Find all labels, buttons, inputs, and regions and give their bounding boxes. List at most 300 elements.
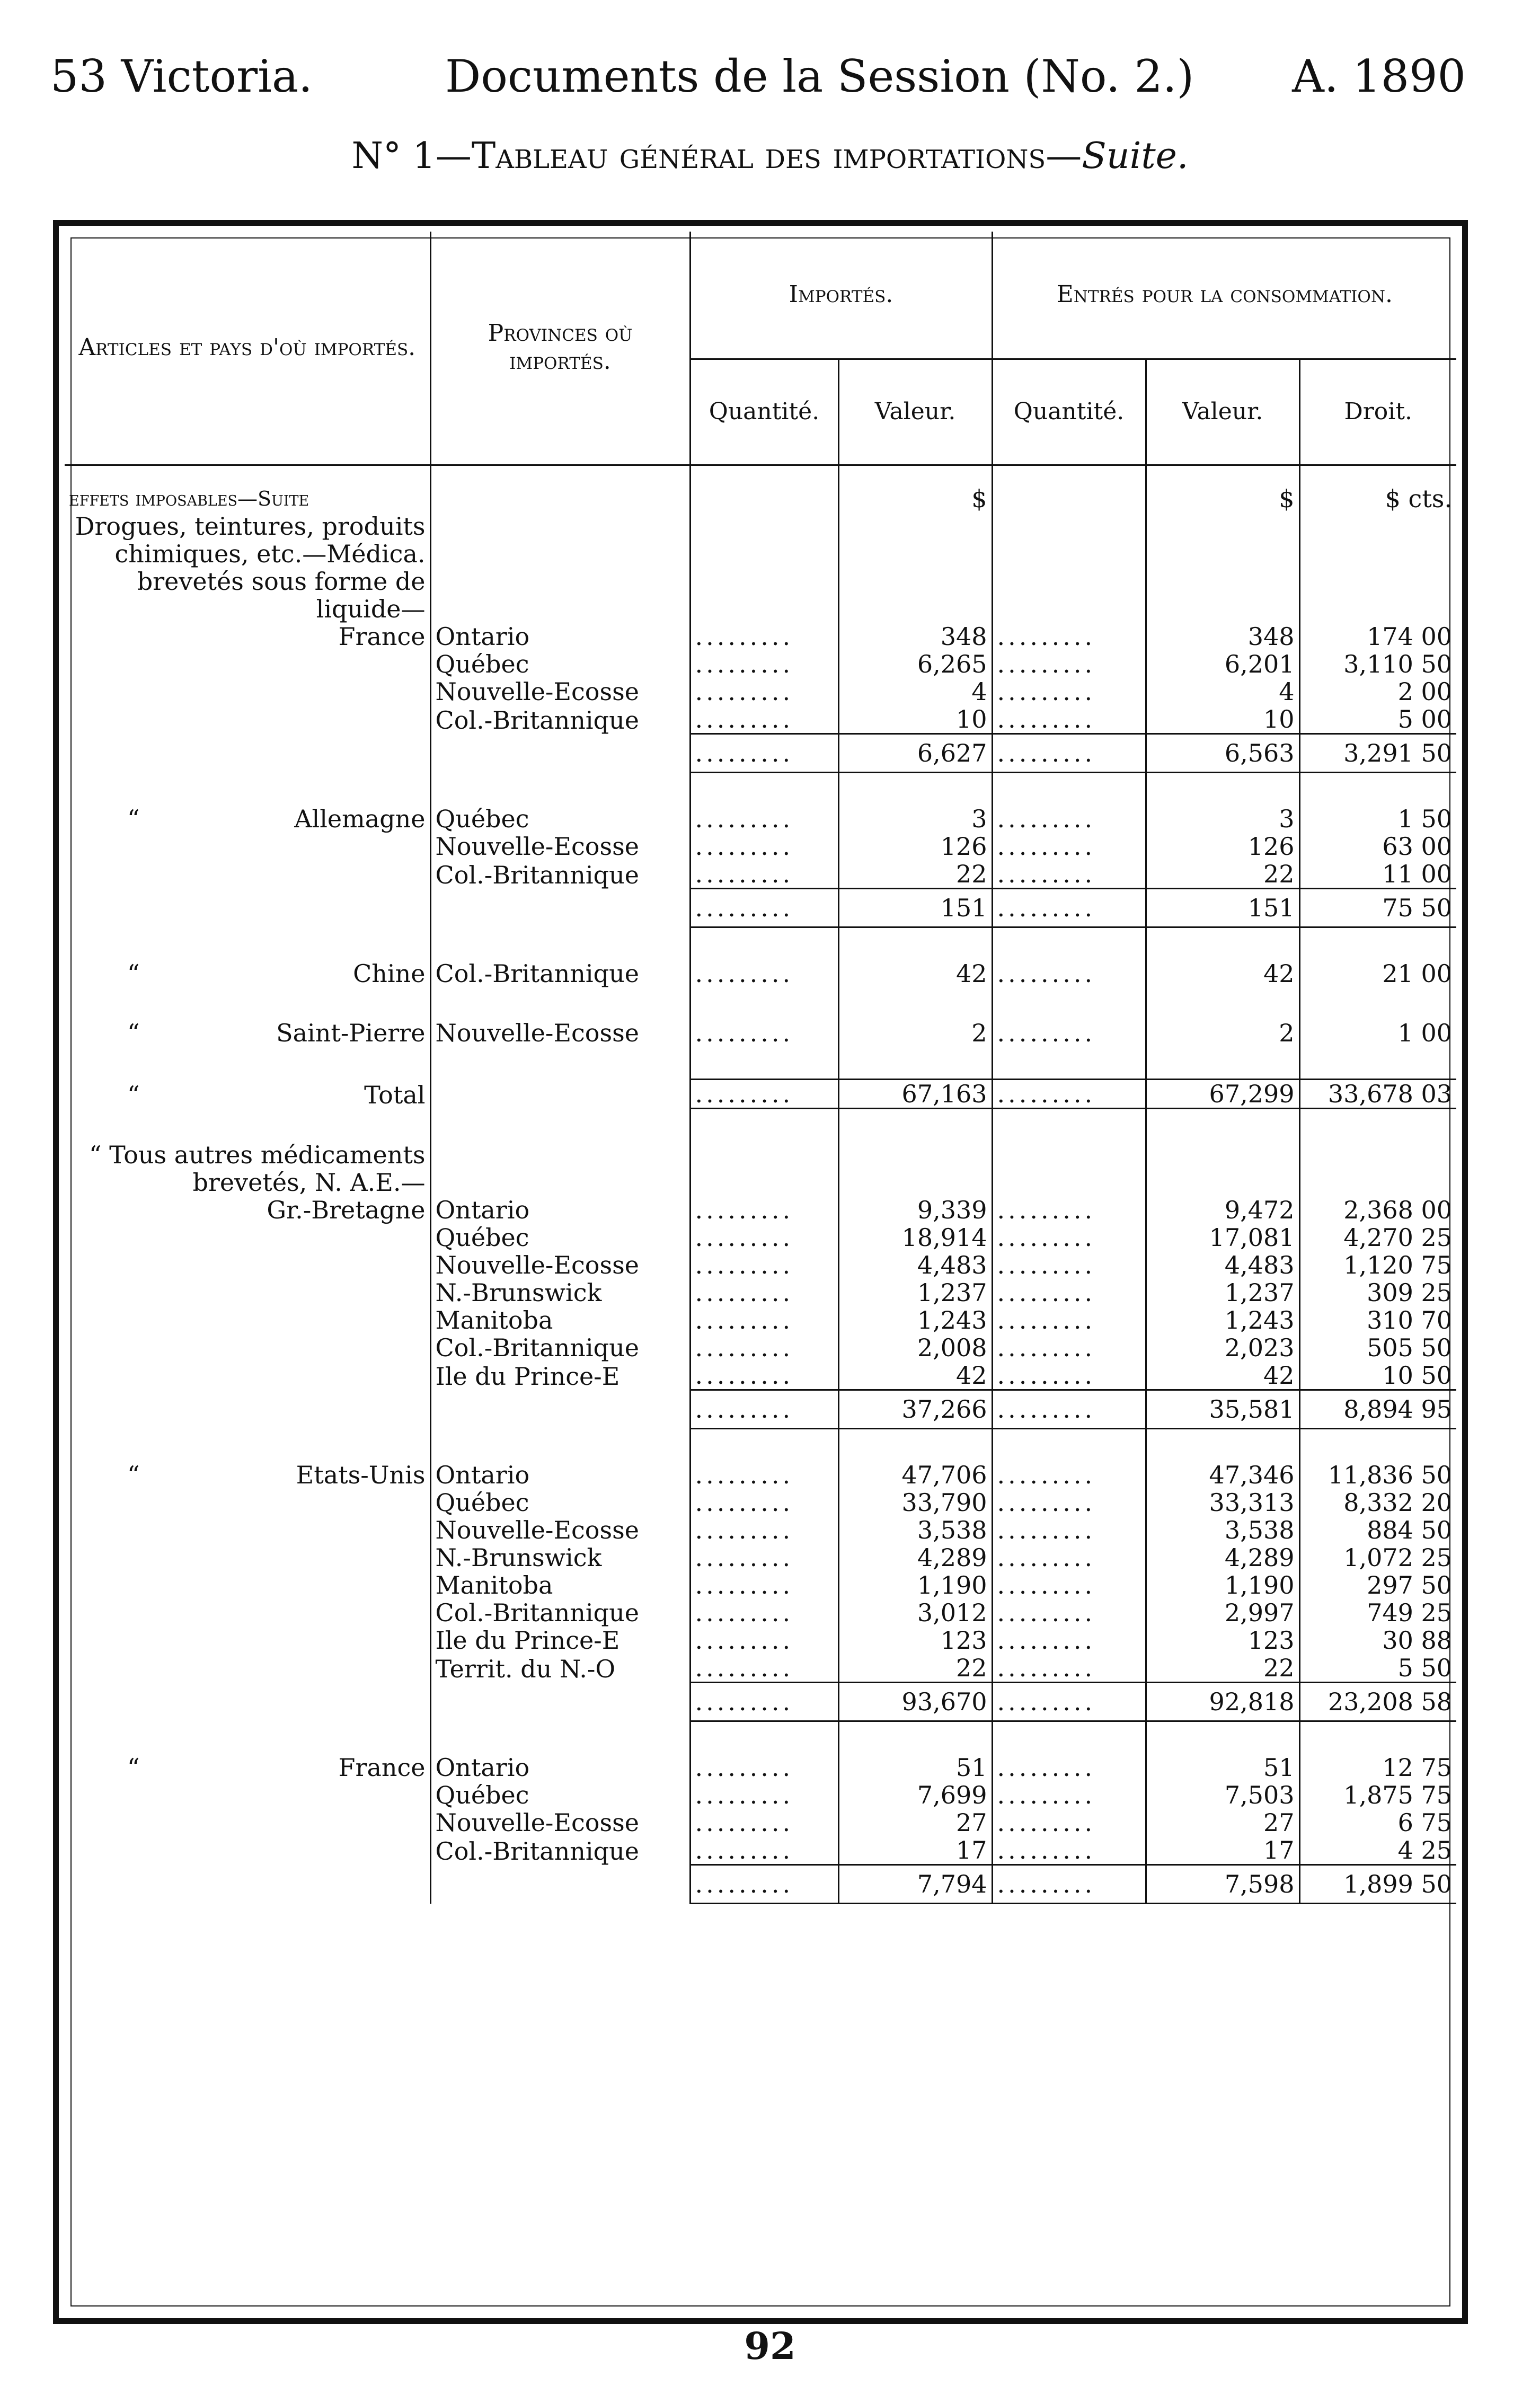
- empty-cell: [65, 734, 430, 773]
- leader: .........: [690, 1251, 838, 1279]
- table-row: [65, 1627, 1456, 1654]
- leader: .........: [992, 1390, 1146, 1429]
- spacer-cell: [838, 1047, 992, 1080]
- leader: .........: [690, 1654, 838, 1683]
- spacer-row: [65, 773, 1456, 806]
- country-empty: [65, 678, 430, 705]
- country-empty: [65, 1489, 430, 1516]
- valeur-value: 1,237: [838, 1279, 992, 1306]
- valeur2-value: 10: [1146, 705, 1299, 734]
- table-row: [65, 623, 1456, 650]
- droit-value: 11 00: [1299, 860, 1456, 889]
- province-name: Québec: [430, 805, 690, 833]
- province-name: Manitoba: [430, 1306, 690, 1334]
- country-empty: [65, 1251, 430, 1279]
- spacer-cell: [65, 1429, 430, 1462]
- leader: .........: [992, 1080, 1146, 1109]
- valeur2-value: 17,081: [1146, 1224, 1299, 1251]
- subtotal-valeur: 93,670: [838, 1683, 992, 1721]
- article-label: “ Tous autres médicaments brevetés, N. A.E.—: [88, 1141, 426, 1196]
- droit-value: 884 50: [1299, 1516, 1456, 1544]
- country-empty: [65, 1279, 430, 1306]
- droit-value: 310 70: [1299, 1306, 1456, 1334]
- leader: .........: [992, 1306, 1146, 1334]
- spacer-row: [65, 1109, 1456, 1142]
- subtotal-droit: 3,291 50: [1299, 734, 1456, 773]
- empty-cell: [430, 1390, 690, 1429]
- title-main: Tableau général des importations—: [471, 135, 1082, 177]
- country-label: France: [338, 623, 426, 650]
- valeur-value: 42: [838, 1362, 992, 1390]
- valeur2-value: 7,503: [1146, 1781, 1299, 1809]
- subtotal-row: [65, 1390, 1456, 1429]
- country-empty: [65, 1362, 430, 1390]
- leader: .........: [992, 1627, 1146, 1654]
- spacer-cell: [1146, 987, 1299, 1019]
- country-empty: [65, 1334, 430, 1362]
- spacer-cell: [838, 927, 992, 960]
- leader: .........: [690, 860, 838, 889]
- leader: .........: [992, 889, 1146, 927]
- valeur2-value: 27: [1146, 1809, 1299, 1836]
- unit-valeur: $: [838, 465, 992, 512]
- province-name: Col.-Britannique: [430, 705, 690, 734]
- droit-value: 33,678 03: [1299, 1080, 1456, 1109]
- col-quantite: Quantité.: [690, 359, 838, 465]
- title-suffix: Suite.: [1082, 135, 1189, 177]
- table-row: [65, 833, 1456, 860]
- droit-value: 309 25: [1299, 1279, 1456, 1306]
- spacer-cell: [690, 927, 838, 960]
- leader: .........: [690, 1279, 838, 1306]
- country-name: France: [338, 1754, 426, 1781]
- subtotal-row: [65, 1683, 1456, 1721]
- leader: .........: [690, 805, 838, 833]
- page-number: 92: [744, 2324, 796, 2368]
- province-name: Québec: [430, 1781, 690, 1809]
- leader: .........: [992, 705, 1146, 734]
- col-quantite2: Quantité.: [992, 359, 1146, 465]
- unit-droit: $ cts.: [1299, 465, 1456, 512]
- leader: .........: [992, 1362, 1146, 1390]
- spacer-cell: [992, 1429, 1146, 1462]
- valeur2-value: 42: [1146, 1362, 1299, 1390]
- leader: .........: [690, 1599, 838, 1627]
- table-row: [65, 1754, 1456, 1781]
- valeur-value: 3,538: [838, 1516, 992, 1544]
- spacer-row: [65, 927, 1456, 960]
- table-row: [65, 1781, 1456, 1809]
- droit-value: 10 50: [1299, 1362, 1456, 1390]
- empty-cell: [65, 1683, 430, 1721]
- valeur-value: 10: [838, 705, 992, 734]
- empty-cell: [65, 1390, 430, 1429]
- leader: .........: [690, 1080, 838, 1109]
- empty-cell: [65, 1865, 430, 1904]
- valeur-value: 2,008: [838, 1334, 992, 1362]
- leader: .........: [992, 833, 1146, 860]
- droit-value: 1,072 25: [1299, 1544, 1456, 1571]
- empty-cell: [690, 512, 838, 623]
- country-empty: [65, 1654, 430, 1683]
- country-empty: [65, 1836, 430, 1865]
- table-row: [65, 1251, 1456, 1279]
- province-name: Ontario: [430, 1461, 690, 1489]
- country-empty: [65, 1809, 430, 1836]
- table-row: [65, 1080, 1456, 1109]
- valeur2-value: 4: [1146, 678, 1299, 705]
- subtotal-valeur2: 7,598: [1146, 1865, 1299, 1904]
- country-empty: [65, 1627, 430, 1654]
- country-label: [65, 1754, 430, 1781]
- valeur-value: 7,699: [838, 1781, 992, 1809]
- province-name: Nouvelle-Ecosse: [430, 1251, 690, 1279]
- leader: .........: [690, 1461, 838, 1489]
- valeur-value: 1,190: [838, 1571, 992, 1599]
- empty-cell: [992, 1141, 1146, 1196]
- province-name: [430, 1080, 690, 1109]
- spacer-cell: [1299, 1429, 1456, 1462]
- spacer-row: [65, 1047, 1456, 1080]
- spacer-row: [65, 987, 1456, 1019]
- droit-value: 2,368 00: [1299, 1196, 1456, 1224]
- table-row: [65, 1306, 1456, 1334]
- leader: .........: [992, 1224, 1146, 1251]
- table-row: [65, 1489, 1456, 1516]
- subtotal-valeur2: 92,818: [1146, 1683, 1299, 1721]
- spacer-cell: [1146, 1047, 1299, 1080]
- province-name: Nouvelle-Ecosse: [430, 1019, 690, 1047]
- header-session: 53 Victoria.: [50, 50, 313, 102]
- valeur-value: 126: [838, 833, 992, 860]
- table-row: [65, 1224, 1456, 1251]
- droit-value: 6 75: [1299, 1809, 1456, 1836]
- valeur2-value: 9,472: [1146, 1196, 1299, 1224]
- leader: .........: [690, 1627, 838, 1654]
- country-name: Chine: [353, 960, 426, 987]
- leader: .........: [992, 1683, 1146, 1721]
- spacer-cell: [1299, 927, 1456, 960]
- table-row: [65, 860, 1456, 889]
- province-name: Québec: [430, 1489, 690, 1516]
- leader: .........: [992, 960, 1146, 987]
- leader: .........: [690, 734, 838, 773]
- country-label: [65, 1080, 430, 1109]
- leader: .........: [690, 1489, 838, 1516]
- leader: .........: [690, 1836, 838, 1865]
- country-empty: [65, 1224, 430, 1251]
- valeur2-value: 33,313: [1146, 1489, 1299, 1516]
- spacer-cell: [430, 1109, 690, 1142]
- ditto-mark: “: [127, 1754, 140, 1781]
- subtotal-droit: 8,894 95: [1299, 1390, 1456, 1429]
- province-name: Nouvelle-Ecosse: [430, 678, 690, 705]
- leader: .........: [690, 1809, 838, 1836]
- empty-cell: [1299, 1141, 1456, 1196]
- spacer-cell: [1146, 927, 1299, 960]
- subtotal-droit: 23,208 58: [1299, 1683, 1456, 1721]
- spacer-cell: [1146, 1429, 1299, 1462]
- leader: .........: [992, 1461, 1146, 1489]
- subtotal-valeur2: 151: [1146, 889, 1299, 927]
- leader: .........: [992, 650, 1146, 678]
- empty-cell: [690, 1141, 838, 1196]
- table-row: [65, 1654, 1456, 1683]
- table-row: [65, 1809, 1456, 1836]
- droit-value: 1 50: [1299, 805, 1456, 833]
- article-label: Drogues, teintures, produits chimiques, etc.—Médica. brevetés sous forme de liquide—: [75, 512, 426, 623]
- empty-cell: [838, 1141, 992, 1196]
- province-name: Col.-Britannique: [430, 1334, 690, 1362]
- droit-value: 5 50: [1299, 1654, 1456, 1683]
- spacer-cell: [65, 927, 430, 960]
- country-empty: [65, 1544, 430, 1571]
- leader: .........: [690, 1196, 838, 1224]
- leader: .........: [992, 1279, 1146, 1306]
- country-empty: [65, 1599, 430, 1627]
- spacer-cell: [430, 1047, 690, 1080]
- leader: .........: [690, 1019, 838, 1047]
- country-empty: [65, 833, 430, 860]
- leader: .........: [690, 705, 838, 734]
- droit-value: 5 00: [1299, 705, 1456, 734]
- country-label: [65, 1019, 430, 1047]
- droit-value: 4,270 25: [1299, 1224, 1456, 1251]
- table-row: [65, 1516, 1456, 1544]
- spacer-cell: [430, 1721, 690, 1754]
- droit-value: 12 75: [1299, 1754, 1456, 1781]
- spacer-row: [65, 1721, 1456, 1754]
- droit-value: 21 00: [1299, 960, 1456, 987]
- droit-value: 505 50: [1299, 1334, 1456, 1362]
- country-name: Etats-Unis: [296, 1461, 426, 1489]
- col-importes: Importés.: [690, 232, 992, 359]
- valeur-value: 4: [838, 678, 992, 705]
- page-title: [0, 135, 1540, 177]
- valeur-value: 348: [838, 623, 992, 650]
- province-name: Québec: [430, 1224, 690, 1251]
- spacer-cell: [65, 773, 430, 806]
- province-name: Québec: [430, 650, 690, 678]
- country-empty: [65, 1571, 430, 1599]
- table-row: [65, 1279, 1456, 1306]
- leader: .........: [992, 1544, 1146, 1571]
- country-empty: [65, 1516, 430, 1544]
- subtotal-valeur: 151: [838, 889, 992, 927]
- valeur2-value: 1,237: [1146, 1279, 1299, 1306]
- table-row: [65, 1019, 1456, 1047]
- spacer-cell: [690, 1721, 838, 1754]
- valeur-value: 3: [838, 805, 992, 833]
- valeur-value: 22: [838, 860, 992, 889]
- country-label: [65, 960, 430, 987]
- leader: .........: [690, 1754, 838, 1781]
- col-droit: Droit.: [1299, 359, 1456, 465]
- spacer-cell: [838, 987, 992, 1019]
- leader: .........: [992, 1571, 1146, 1599]
- leader: .........: [690, 1516, 838, 1544]
- leader: .........: [992, 1836, 1146, 1865]
- table-row: [65, 650, 1456, 678]
- valeur2-value: 3: [1146, 805, 1299, 833]
- valeur2-value: 22: [1146, 1654, 1299, 1683]
- spacer-cell: [1299, 1109, 1456, 1142]
- leader: .........: [992, 1251, 1146, 1279]
- empty-cell: [992, 512, 1146, 623]
- empty-cell: [65, 889, 430, 927]
- leader: .........: [992, 1654, 1146, 1683]
- subtotal-row: [65, 1865, 1456, 1904]
- empty-cell: [838, 512, 992, 623]
- country-empty: [65, 1781, 430, 1809]
- spacer-cell: [690, 1109, 838, 1142]
- spacer-cell: [992, 1109, 1146, 1142]
- subtotal-row: [65, 734, 1456, 773]
- valeur2-value: 3,538: [1146, 1516, 1299, 1544]
- empty-cell: [430, 1865, 690, 1904]
- leader: .........: [992, 678, 1146, 705]
- valeur2-value: 126: [1146, 833, 1299, 860]
- valeur2-value: 348: [1146, 623, 1299, 650]
- leader: .........: [690, 650, 838, 678]
- table-row: [65, 1571, 1456, 1599]
- col-entres: Entrés pour la consommation.: [992, 232, 1456, 359]
- droit-value: 8,332 20: [1299, 1489, 1456, 1516]
- subtotal-valeur: 37,266: [838, 1390, 992, 1429]
- droit-value: 749 25: [1299, 1599, 1456, 1627]
- subtotal-valeur2: 35,581: [1146, 1390, 1299, 1429]
- valeur2-value: 2,023: [1146, 1334, 1299, 1362]
- valeur2-value: 42: [1146, 960, 1299, 987]
- spacer-cell: [690, 773, 838, 806]
- province-name: Ile du Prince-E: [430, 1362, 690, 1390]
- leader: .........: [690, 1306, 838, 1334]
- empty-cell: [430, 1141, 690, 1196]
- spacer-cell: [838, 1429, 992, 1462]
- article-row: [65, 512, 1456, 623]
- spacer-cell: [992, 987, 1146, 1019]
- country-label: Gr.-Bretagne: [267, 1196, 426, 1224]
- spacer-cell: [838, 773, 992, 806]
- spacer-cell: [1299, 1047, 1456, 1080]
- table-row: [65, 1362, 1456, 1390]
- valeur2-value: 2,997: [1146, 1599, 1299, 1627]
- valeur-value: 33,790: [838, 1489, 992, 1516]
- spacer-cell: [430, 1429, 690, 1462]
- country-label: [65, 805, 430, 833]
- province-name: Manitoba: [430, 1571, 690, 1599]
- droit-value: 30 88: [1299, 1627, 1456, 1654]
- leader: .........: [992, 1599, 1146, 1627]
- country-name: Total: [364, 1080, 426, 1109]
- spacer-cell: [1146, 1109, 1299, 1142]
- leader: .........: [992, 860, 1146, 889]
- spacer-cell: [1146, 1721, 1299, 1754]
- valeur-value: 67,163: [838, 1080, 992, 1109]
- province-name: Ontario: [430, 1196, 690, 1224]
- spacer-cell: [430, 927, 690, 960]
- leader: .........: [992, 623, 1146, 650]
- country-name: Saint-Pierre: [276, 1019, 426, 1047]
- province-name: Territ. du N.-O: [430, 1654, 690, 1683]
- table-row: [65, 1461, 1456, 1489]
- valeur-value: 4,289: [838, 1544, 992, 1571]
- col-articles: Articles et pays d'où importés.: [65, 232, 430, 465]
- valeur2-value: 67,299: [1146, 1080, 1299, 1109]
- spacer-cell: [690, 1047, 838, 1080]
- valeur2-value: 6,201: [1146, 650, 1299, 678]
- valeur2-value: 51: [1146, 1754, 1299, 1781]
- valeur2-value: 22: [1146, 860, 1299, 889]
- spacer-cell: [838, 1109, 992, 1142]
- spacer-row: [65, 1429, 1456, 1462]
- leader: .........: [992, 1865, 1146, 1904]
- subtotal-row: [65, 889, 1456, 927]
- province-name: Col.-Britannique: [430, 960, 690, 987]
- subtotal-valeur: 7,794: [838, 1865, 992, 1904]
- valeur2-value: 123: [1146, 1627, 1299, 1654]
- col-valeur2: Valeur.: [1146, 359, 1299, 465]
- leader: .........: [690, 1544, 838, 1571]
- table-row: [65, 1334, 1456, 1362]
- leader: .........: [992, 1781, 1146, 1809]
- imports-table: [65, 232, 1456, 1904]
- province-name: Nouvelle-Ecosse: [430, 1516, 690, 1544]
- valeur-value: 2: [838, 1019, 992, 1047]
- table-row: [65, 1196, 1456, 1224]
- droit-value: 3,110 50: [1299, 650, 1456, 678]
- valeur-value: 4,483: [838, 1251, 992, 1279]
- header-documents: Documents de la Session (No. 2.): [445, 50, 1194, 102]
- ditto-mark: “: [127, 960, 140, 987]
- empty-cell: [1299, 512, 1456, 623]
- province-name: Nouvelle-Ecosse: [430, 1809, 690, 1836]
- valeur2-value: 4,483: [1146, 1251, 1299, 1279]
- leader: .........: [690, 1781, 838, 1809]
- leader: .........: [992, 1019, 1146, 1047]
- droit-value: 174 00: [1299, 623, 1456, 650]
- leader: .........: [992, 1754, 1146, 1781]
- valeur-value: 6,265: [838, 650, 992, 678]
- spacer-cell: [992, 1721, 1146, 1754]
- droit-value: 1 00: [1299, 1019, 1456, 1047]
- title-prefix: N° 1—: [351, 135, 472, 177]
- spacer-cell: [1146, 773, 1299, 806]
- empty-cell: [430, 889, 690, 927]
- province-name: Ontario: [430, 623, 690, 650]
- valeur-value: 27: [838, 1809, 992, 1836]
- leader: .........: [690, 1224, 838, 1251]
- empty-cell: [430, 734, 690, 773]
- empty-cell: [430, 1683, 690, 1721]
- valeur-value: 18,914: [838, 1224, 992, 1251]
- droit-value: 63 00: [1299, 833, 1456, 860]
- valeur2-value: 17: [1146, 1836, 1299, 1865]
- valeur-value: 9,339: [838, 1196, 992, 1224]
- valeur-value: 47,706: [838, 1461, 992, 1489]
- header-year: A. 1890: [1292, 50, 1466, 102]
- province-name: N.-Brunswick: [430, 1544, 690, 1571]
- spacer-cell: [65, 987, 430, 1019]
- subtotal-valeur2: 6,563: [1146, 734, 1299, 773]
- valeur-value: 42: [838, 960, 992, 987]
- subtotal-droit: 75 50: [1299, 889, 1456, 927]
- table-row: [65, 705, 1456, 734]
- leader: .........: [690, 678, 838, 705]
- leader: .........: [690, 1362, 838, 1390]
- spacer-cell: [1299, 773, 1456, 806]
- valeur-value: 3,012: [838, 1599, 992, 1627]
